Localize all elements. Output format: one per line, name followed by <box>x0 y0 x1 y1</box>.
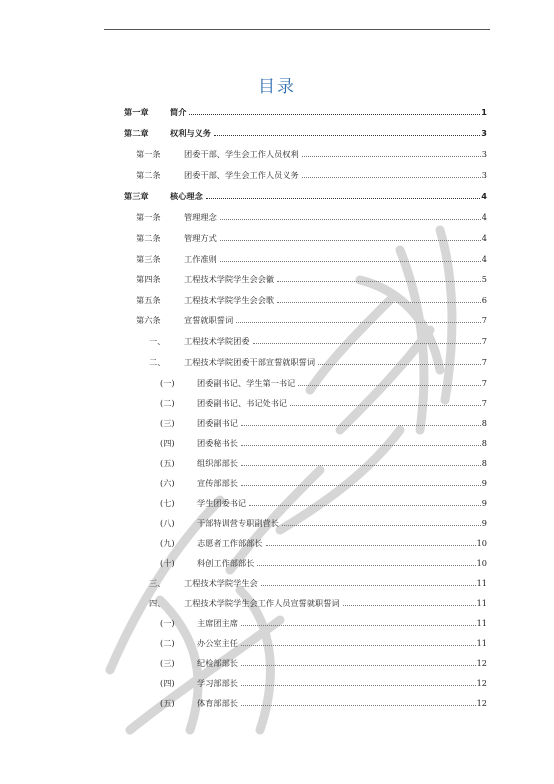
toc-entry[interactable] <box>0 476 554 490</box>
toc-entry-page: 4 <box>481 233 487 243</box>
toc-entry-page: 11 <box>476 578 487 588</box>
toc-leader-dots <box>298 385 481 386</box>
toc-entry-page: 10 <box>476 538 487 548</box>
toc-entry-number: 四、 <box>149 598 166 608</box>
toc-entry-title: 团委副书记、书记处书记 <box>197 398 288 408</box>
toc-entry-title: 团委秘书长 <box>197 438 238 448</box>
toc-entry[interactable] <box>0 416 554 430</box>
toc-entry-title: 团委副书记、学生第一书记 <box>197 378 296 388</box>
toc-entry-page: 5 <box>481 274 487 284</box>
toc-entry[interactable] <box>0 376 554 390</box>
toc-entry[interactable] <box>0 676 554 690</box>
toc-entry[interactable] <box>0 616 554 630</box>
toc-entry-page: 7 <box>481 378 487 388</box>
toc-entry[interactable] <box>0 334 554 348</box>
toc-entry-number: 第二章 <box>124 128 149 138</box>
toc-entry-title: 简介 <box>170 107 187 117</box>
toc-entry-page: 3 <box>481 128 487 138</box>
toc-entry-page: 6 <box>481 295 487 305</box>
toc-entry-page: 7 <box>481 315 487 325</box>
toc-entry-number: (四) <box>160 678 175 688</box>
toc-entry-title: 工程技术学院学生会 <box>184 578 258 588</box>
toc-entry-number: 一、 <box>149 336 166 346</box>
toc-leader-dots <box>214 135 480 136</box>
toc-entry-title: 干部特训营专职副营长 <box>197 518 279 528</box>
toc-entry-page: 3 <box>481 170 487 180</box>
toc-entry-page: 12 <box>476 698 487 708</box>
toc-entry[interactable] <box>0 656 554 670</box>
toc-entry[interactable] <box>0 576 554 590</box>
toc-leader-dots <box>266 545 476 546</box>
toc-leader-dots <box>241 625 476 626</box>
toc-entry-number: 第二条 <box>136 233 161 243</box>
toc-entry-number: 第三条 <box>136 254 161 264</box>
toc-leader-dots <box>318 364 481 365</box>
page-title: 目录 <box>258 77 296 97</box>
toc-leader-dots <box>220 219 481 220</box>
toc-entry-page: 9 <box>481 498 487 508</box>
toc-leader-dots <box>290 405 481 406</box>
toc-leader-dots <box>249 505 481 506</box>
toc-entry[interactable] <box>0 696 554 710</box>
toc-entry-title: 学生团委书记 <box>197 498 247 508</box>
toc-entry-title: 工程技术学院团委干部宣誓就职誓词 <box>184 357 316 367</box>
toc-leader-dots <box>302 177 481 178</box>
toc-leader-dots <box>241 425 481 426</box>
toc-entry[interactable] <box>0 168 554 182</box>
toc-entry-title: 工程技术学院学生会工作人员宣誓就职誓词 <box>184 598 340 608</box>
toc-leader-dots <box>277 281 481 282</box>
toc-entry-number: 第三章 <box>124 191 149 201</box>
toc-entry-number: (六) <box>160 478 175 488</box>
toc-leader-dots <box>189 114 480 115</box>
toc-entry-page: 11 <box>476 598 487 608</box>
toc-entry-number: (一) <box>160 378 175 388</box>
toc-entry[interactable] <box>0 147 554 161</box>
toc-entry-number: 三、 <box>149 578 166 588</box>
toc-leader-dots <box>241 645 476 646</box>
toc-entry-number: (八) <box>160 518 175 528</box>
toc-entry-title: 志愿者工作部部长 <box>197 538 263 548</box>
toc-entry-page: 4 <box>481 212 487 222</box>
toc-entry-page: 10 <box>476 558 487 568</box>
toc-entry-page: 8 <box>481 438 487 448</box>
toc-entry[interactable] <box>0 231 554 245</box>
toc-entry-number: (一) <box>160 618 175 628</box>
toc-leader-dots <box>236 322 481 323</box>
toc-leader-dots <box>220 261 481 262</box>
toc-entry-number: (四) <box>160 438 175 448</box>
toc-leader-dots <box>241 705 476 706</box>
toc-entry-page: 4 <box>481 254 487 264</box>
toc-entry-page: 3 <box>481 149 487 159</box>
toc-entry-title: 体育部部长 <box>197 698 238 708</box>
toc-leader-dots <box>241 685 476 686</box>
toc-entry-title: 工作准则 <box>184 254 217 264</box>
toc-entry-title: 主席团主席 <box>197 618 238 628</box>
toc-entry-page: 7 <box>481 357 487 367</box>
toc-entry-number: 第一条 <box>136 212 161 222</box>
toc-entry-number: (三) <box>160 418 175 428</box>
toc-entry-page: 9 <box>481 478 487 488</box>
toc-entry-title: 管理理念 <box>184 212 217 222</box>
toc-leader-dots <box>343 605 476 606</box>
toc-entry[interactable] <box>0 556 554 570</box>
toc-entry-title: 核心理念 <box>170 191 203 201</box>
toc-entry[interactable] <box>0 293 554 307</box>
toc-leader-dots <box>241 465 481 466</box>
toc-entry-number: (五) <box>160 698 175 708</box>
toc-entry-title: 管理方式 <box>184 233 217 243</box>
toc-entry[interactable] <box>0 596 554 610</box>
toc-entry[interactable] <box>0 396 554 410</box>
toc-entry[interactable] <box>0 355 554 369</box>
toc-entry-title: 学习部部长 <box>197 678 238 688</box>
toc-entry-page: 8 <box>481 458 487 468</box>
toc-entry-page: 11 <box>476 638 487 648</box>
toc-entry-page: 12 <box>476 678 487 688</box>
toc-leader-dots <box>253 343 481 344</box>
toc-entry-title: 宣誓就职誓词 <box>184 315 234 325</box>
toc-entry-number: 第六条 <box>136 315 161 325</box>
toc-entry-number: 第二条 <box>136 170 161 180</box>
toc-entry[interactable] <box>0 210 554 224</box>
toc-entry-title: 团委干部、学生会工作人员权利 <box>184 149 299 159</box>
toc-entry[interactable] <box>0 313 554 327</box>
toc-leader-dots <box>241 485 481 486</box>
toc-leader-dots <box>302 156 481 157</box>
toc-entry[interactable] <box>0 536 554 550</box>
toc-entry-title: 组织部部长 <box>197 458 238 468</box>
toc-entry-title: 宣传部部长 <box>197 478 238 488</box>
toc-entry[interactable] <box>0 272 554 286</box>
toc-entry-number: (五) <box>160 458 175 468</box>
toc-entry-number: (二) <box>160 638 175 648</box>
toc-entry[interactable] <box>0 189 554 203</box>
toc-leader-dots <box>206 198 481 199</box>
toc-entry-page: 4 <box>481 191 487 201</box>
toc-entry-title: 工程技术学院学生会会歌 <box>184 295 275 305</box>
toc-entry-number: 第一章 <box>124 107 149 117</box>
toc-entry-title: 工程技术学院团委 <box>184 336 250 346</box>
toc-entry-number: 第四条 <box>136 274 161 284</box>
toc-entry-number: (七) <box>160 498 175 508</box>
toc-leader-dots <box>261 585 476 586</box>
toc-entry-title: 团委副书记 <box>197 418 238 428</box>
toc-entry-number: (二) <box>160 398 175 408</box>
toc-entry-page: 7 <box>481 336 487 346</box>
toc-entry-title: 办公室主任 <box>197 638 238 648</box>
toc-leader-dots <box>241 445 481 446</box>
toc-entry[interactable] <box>0 436 554 450</box>
toc-entry-number: 第一条 <box>136 149 161 159</box>
toc-entry-number: 二、 <box>149 357 166 367</box>
toc-entry-number: (九) <box>160 538 175 548</box>
toc-entry-page: 11 <box>476 618 487 628</box>
toc-entry-title: 科创工作部部长 <box>197 558 255 568</box>
toc-entry-number: (十) <box>160 558 175 568</box>
toc-entry[interactable] <box>0 456 554 470</box>
toc-entry-page: 12 <box>476 658 487 668</box>
toc-entry[interactable] <box>0 126 554 140</box>
toc-entry[interactable] <box>0 516 554 530</box>
toc-leader-dots <box>282 525 481 526</box>
toc-leader-dots <box>277 302 481 303</box>
toc-entry-page: 8 <box>481 418 487 428</box>
toc-entry-title: 权利与义务 <box>170 128 211 138</box>
toc-entry-title: 团委干部、学生会工作人员义务 <box>184 170 299 180</box>
toc-leader-dots <box>241 665 476 666</box>
toc-entry-title: 纪检部部长 <box>197 658 238 668</box>
toc-entry-number: 第五条 <box>136 295 161 305</box>
toc-entry[interactable] <box>0 252 554 266</box>
toc-entry[interactable] <box>0 105 554 119</box>
toc-entry-title: 工程技术学院学生会会徽 <box>184 274 275 284</box>
toc-leader-dots <box>257 565 475 566</box>
toc-leader-dots <box>220 240 481 241</box>
toc-entry[interactable] <box>0 636 554 650</box>
toc-entry-number: (三) <box>160 658 175 668</box>
toc-entry-page: 1 <box>481 107 487 117</box>
toc-entry-page: 7 <box>481 398 487 408</box>
toc-entry[interactable] <box>0 496 554 510</box>
toc-entry-page: 9 <box>481 518 487 528</box>
